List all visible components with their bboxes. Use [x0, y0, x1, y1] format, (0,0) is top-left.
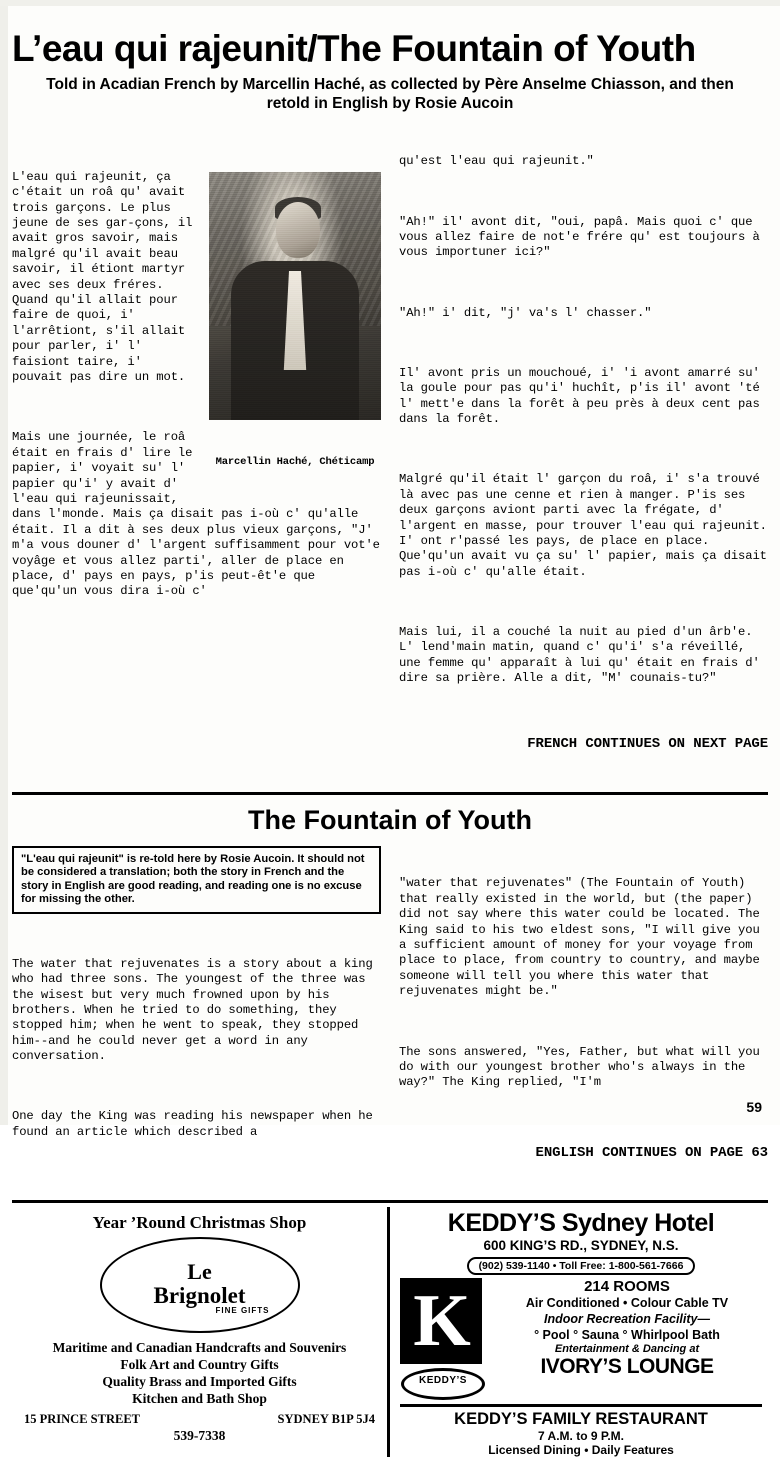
ad-keddys-feature: Indoor Recreation Facility—: [543, 1311, 710, 1326]
ad-keddys-logo-letter: K: [400, 1278, 482, 1364]
ad-keddys-rooms: 214 ROOMS: [584, 1277, 670, 1295]
french-paragraph: Mais lui, il a couché la nuit au pied d'un ârb'e. L' lend'main matin, quand c' qu'i' s'a réveillé, une femme qu' apparaît à lui qu' était en frais d' dire sa prière. Alle a dit, "M' counais-tu?": [399, 624, 767, 686]
french-paragraph: Mais une journée, le roâ était en frais d' lire le papier, i' voyait su' l' papier qu'i' y avait d' l'eau qui rajeunissait, dans l'monde. Mais ça disait pas i-où c' qu'alle était. Il a dit à ses deux plus vieux garçons, "J' m'a vous douner d' l'argent suffisamment pour vot'e voyâge et vous allez parti', aller de place en place, d' pays en pays, p'is peut-êt'e que que'qu'un vous dira i-où c': [12, 430, 388, 599]
ad-keddys-licensed: Licensed Dining • Daily Features: [488, 1442, 674, 1457]
ad-brignolet-city: SYDNEY B1P 5J4: [277, 1411, 375, 1426]
ad-brignolet-logo-line2: Brignolet: [153, 1283, 246, 1309]
french-column-right: [399, 124, 775, 784]
ad-keddys-hours: 7 A.M. to 9 P.M.: [537, 1428, 624, 1443]
portrait-photo: [209, 172, 381, 420]
english-section-title: The Fountain of Youth: [248, 804, 532, 835]
ads-divider: [12, 1200, 768, 1203]
ad-keddys[interactable]: [390, 1207, 768, 1457]
english-continues-note: ENGLISH CONTINUES ON PAGE 63: [535, 1144, 768, 1161]
english-paragraph: The sons answered, "Yes, Father, but what will you do with our youngest brother who's always in the way?" The King replied, "I'm: [399, 1044, 767, 1090]
english-column-left: [12, 846, 381, 1192]
french-paragraph: "Ah!" i' dit, "j' va's l' chasser.": [399, 305, 652, 320]
ad-brignolet[interactable]: [12, 1207, 390, 1457]
ad-brignolet-title: Year ’Round Christmas Shop: [92, 1212, 307, 1232]
ad-keddys-entertainment: Entertainment & Dancing at: [554, 1342, 700, 1355]
french-paragraph: Malgré qu'il était l' garçon du roâ, i' s'a trouvé là avec pas une cenne et rien à manger. P'is ses deux garçons aviont parti avec la frégate, d' l'argent en masse, pour trouver l'eau qui rajeunit. I' ont r'passé les pays, de place en place. Que'qu'un avait vu ça su' l' papier, mais ça disait pas i-où c' qu'alle était.: [399, 472, 775, 579]
french-column-left: [12, 124, 388, 784]
page-title: L’eau qui rajeunit/The Fountain of Youth: [12, 28, 696, 69]
ad-keddys-restaurant: KEDDY’S FAMILY RESTAURANT: [454, 1409, 708, 1428]
ad-keddys-lounge: IVORY’S LOUNGE: [540, 1354, 714, 1378]
french-story-columns: [12, 124, 775, 784]
section-divider: [12, 792, 768, 795]
ad-brignolet-street: 15 PRINCE STREET: [24, 1411, 140, 1426]
ad-keddys-restaurant-block: [400, 1404, 762, 1457]
ad-keddys-details: [492, 1278, 762, 1379]
byline: Told in Acadian French by Marcellin Haché, as collected by Père Anselme Chiasson, and then retold in English by Rosie Aucoin: [46, 75, 734, 113]
english-paragraph: The water that rejuvenates is a story about a king who had three sons. The youngest of the three was the wisest but very much frowned upon by his brothers. When he tried to do something, they stopped him; when he went to speak, they stopped him--and he could never get a word in any conversation.: [12, 956, 380, 1064]
ad-brignolet-line: Quality Brass and Imported Gifts: [102, 1373, 297, 1389]
photo-figure: [209, 141, 381, 501]
english-paragraph: One day the King was reading his newspaper when he found an article which described a: [12, 1109, 380, 1139]
advertisements: [12, 1207, 768, 1457]
ad-brignolet-logo-line1: Le: [187, 1259, 212, 1285]
ad-brignolet-phone[interactable]: 539-7338: [173, 1427, 226, 1443]
ad-keddys-feature: ° Pool ° Sauna ° Whirlpool Bath: [534, 1327, 720, 1342]
scan-edge-left: [0, 0, 8, 1125]
ad-brignolet-line: Kitchen and Bath Shop: [132, 1390, 267, 1406]
ad-brignolet-line: Maritime and Canadian Handcrafts and Souvenirs: [52, 1339, 347, 1355]
french-continues-note: FRENCH CONTINUES ON NEXT PAGE: [527, 736, 768, 753]
ad-keddys-title: KEDDY’S Sydney Hotel: [447, 1208, 715, 1237]
french-paragraph: "Ah!" il' avont dit, "oui, papâ. Mais quoi c' que vous allez faire de not'e frére qu' est toujours à vous importuner ici?": [399, 214, 767, 260]
ad-brignolet-address: [20, 1412, 379, 1427]
ad-keddys-phone[interactable]: (902) 539-1140 • Toll Free: 1-800-561-7666: [467, 1257, 696, 1275]
ad-brignolet-logo: [100, 1237, 300, 1333]
editor-note: "L'eau qui rajeunit" is re-told here by Rosie Aucoin. It should not be considered a translation; both the story in French and the story in English are good reading, and reading one is no excuse for missing the other.: [12, 846, 381, 914]
scan-edge-top: [0, 0, 780, 6]
french-paragraph: L'eau qui rajeunit, ça c'était un roâ qu' avait trois garçons. Le plus jeune de ses gar-çons, il avait gros savoir, mais malgré qu'il avait beau savoir, il étiont martyr avec ses deux fréres. Quand qu'il allait pour faire de quoi, i' l'arrêtiont, s'il allait pour parler, i' l' faisiont taire, i' pouvait pas dire un mot.: [12, 169, 200, 385]
ad-brignolet-line: Folk Art and Country Gifts: [120, 1356, 279, 1372]
page-number: 59: [746, 1099, 762, 1115]
french-paragraph: Il' avont pris un mouchoué, i' 'i avont amarré su' la goule pour pas qu'i' huchît, p'is il' avont 'té l' mett'e dans la forêt à peu près à deux cent pas dans la forêt.: [399, 365, 767, 427]
ad-brignolet-logo-tagline: FINE GIFTS: [215, 1305, 270, 1315]
ad-keddys-feature: Air Conditioned • Colour Cable TV: [525, 1295, 729, 1310]
ad-keddys-logo: [400, 1278, 486, 1400]
ad-keddys-logo-label: KEDDY’S: [401, 1368, 485, 1400]
french-paragraph: qu'est l'eau qui rajeunit.": [399, 154, 594, 169]
photo-caption: Marcellin Haché, Chéticamp: [215, 455, 375, 468]
english-column-right: [399, 846, 768, 1192]
ad-keddys-address: 600 KING’S RD., SYDNEY, N.S.: [483, 1237, 679, 1253]
page-content: [12, 8, 775, 1457]
english-paragraph: "water that rejuvenates" (The Fountain of Youth) that really existed in the world, but (the paper) did not say where this water could be located. The King said to his two eldest sons, "I will give you a sufficient amount of money for your voyage from place to place, from country to country, and maybe someone will tell you where this water that rejuvenates might be.": [399, 876, 767, 999]
english-story-columns: [12, 846, 768, 1192]
